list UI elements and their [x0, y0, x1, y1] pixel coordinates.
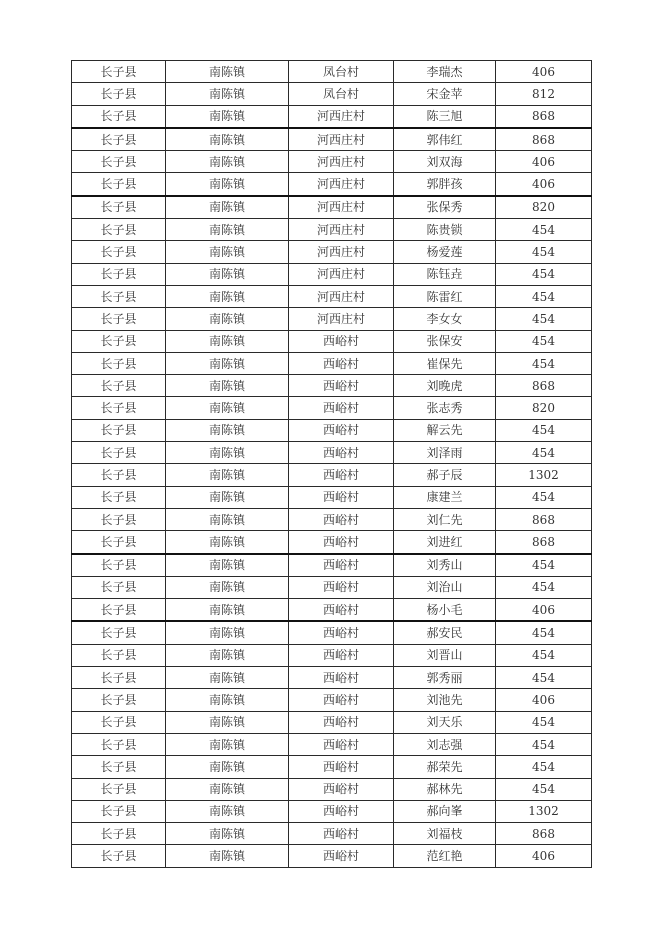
cell-amount: 454: [496, 621, 592, 644]
cell-county: 长子县: [72, 196, 166, 219]
cell-town: 南陈镇: [166, 330, 289, 352]
cell-name: 郝向峯: [394, 800, 496, 822]
table-row: [72, 644, 592, 666]
cell-county: 长子县: [72, 83, 166, 105]
table-row: [72, 599, 592, 622]
cell-village: 西峪村: [289, 667, 394, 689]
cell-amount: 868: [496, 531, 592, 554]
cell-village: 河西庄村: [289, 263, 394, 285]
cell-town: 南陈镇: [166, 308, 289, 330]
table-row: [72, 397, 592, 419]
cell-county: 长子县: [72, 464, 166, 486]
table-row: [72, 285, 592, 307]
cell-amount: 812: [496, 83, 592, 105]
cell-town: 南陈镇: [166, 263, 289, 285]
cell-village: 河西庄村: [289, 219, 394, 241]
cell-name: 郝子辰: [394, 464, 496, 486]
cell-amount: 406: [496, 599, 592, 622]
cell-town: 南陈镇: [166, 711, 289, 733]
cell-village: 西峪村: [289, 531, 394, 554]
cell-town: 南陈镇: [166, 83, 289, 105]
cell-amount: 454: [496, 733, 592, 755]
cell-town: 南陈镇: [166, 599, 289, 622]
cell-village: 西峪村: [289, 599, 394, 622]
cell-name: 刘仁先: [394, 508, 496, 530]
cell-county: 长子县: [72, 800, 166, 822]
cell-town: 南陈镇: [166, 285, 289, 307]
cell-name: 宋金苹: [394, 83, 496, 105]
cell-amount: 454: [496, 486, 592, 508]
cell-village: 河西庄村: [289, 196, 394, 219]
cell-name: 刘双海: [394, 151, 496, 173]
cell-village: 河西庄村: [289, 241, 394, 263]
cell-county: 长子县: [72, 508, 166, 530]
table-row: [72, 352, 592, 374]
cell-amount: 454: [496, 352, 592, 374]
cell-village: 西峪村: [289, 778, 394, 800]
cell-county: 长子县: [72, 308, 166, 330]
cell-amount: 454: [496, 778, 592, 800]
table-row: [72, 778, 592, 800]
cell-name: 刘晋山: [394, 644, 496, 666]
cell-village: 西峪村: [289, 711, 394, 733]
cell-amount: 454: [496, 308, 592, 330]
cell-name: 郝安民: [394, 621, 496, 644]
cell-town: 南陈镇: [166, 845, 289, 867]
cell-amount: 820: [496, 196, 592, 219]
cell-town: 南陈镇: [166, 464, 289, 486]
table-row: [72, 667, 592, 689]
cell-amount: 454: [496, 241, 592, 263]
cell-county: 长子县: [72, 61, 166, 83]
cell-county: 长子县: [72, 352, 166, 374]
cell-name: 郝林先: [394, 778, 496, 800]
cell-town: 南陈镇: [166, 442, 289, 464]
cell-county: 长子县: [72, 486, 166, 508]
cell-village: 河西庄村: [289, 128, 394, 151]
table-row: [72, 442, 592, 464]
cell-county: 长子县: [72, 667, 166, 689]
cell-amount: 454: [496, 263, 592, 285]
table-row: [72, 733, 592, 755]
table-row: [72, 419, 592, 441]
cell-town: 南陈镇: [166, 61, 289, 83]
cell-county: 长子县: [72, 263, 166, 285]
cell-amount: 406: [496, 173, 592, 196]
cell-county: 长子县: [72, 442, 166, 464]
cell-amount: 868: [496, 508, 592, 530]
cell-county: 长子县: [72, 756, 166, 778]
table-row: [72, 531, 592, 554]
cell-county: 长子县: [72, 711, 166, 733]
cell-town: 南陈镇: [166, 173, 289, 196]
cell-name: 刘晚虎: [394, 375, 496, 397]
cell-name: 刘福枝: [394, 823, 496, 845]
cell-town: 南陈镇: [166, 531, 289, 554]
cell-name: 范红艳: [394, 845, 496, 867]
cell-village: 凤台村: [289, 83, 394, 105]
cell-name: 刘进红: [394, 531, 496, 554]
cell-amount: 454: [496, 442, 592, 464]
cell-amount: 454: [496, 330, 592, 352]
cell-name: 陈雷红: [394, 285, 496, 307]
cell-county: 长子县: [72, 105, 166, 128]
cell-village: 河西庄村: [289, 285, 394, 307]
cell-county: 长子县: [72, 330, 166, 352]
cell-amount: 454: [496, 285, 592, 307]
table-row: [72, 219, 592, 241]
table-row: [72, 554, 592, 577]
cell-town: 南陈镇: [166, 667, 289, 689]
cell-town: 南陈镇: [166, 219, 289, 241]
table-row: [72, 105, 592, 128]
cell-name: 刘志强: [394, 733, 496, 755]
cell-name: 杨小毛: [394, 599, 496, 622]
cell-village: 西峪村: [289, 689, 394, 711]
cell-name: 刘池先: [394, 689, 496, 711]
cell-name: 杨爱莲: [394, 241, 496, 263]
cell-village: 河西庄村: [289, 308, 394, 330]
cell-county: 长子县: [72, 644, 166, 666]
cell-county: 长子县: [72, 219, 166, 241]
cell-county: 长子县: [72, 621, 166, 644]
cell-town: 南陈镇: [166, 419, 289, 441]
table-row: [72, 823, 592, 845]
cell-town: 南陈镇: [166, 621, 289, 644]
cell-town: 南陈镇: [166, 196, 289, 219]
cell-town: 南陈镇: [166, 241, 289, 263]
cell-name: 陈三旭: [394, 105, 496, 128]
cell-amount: 454: [496, 554, 592, 577]
cell-name: 刘泽雨: [394, 442, 496, 464]
cell-amount: 454: [496, 219, 592, 241]
cell-village: 西峪村: [289, 352, 394, 374]
cell-name: 张保秀: [394, 196, 496, 219]
cell-amount: 868: [496, 128, 592, 151]
cell-amount: 454: [496, 756, 592, 778]
cell-name: 刘天乐: [394, 711, 496, 733]
cell-village: 西峪村: [289, 419, 394, 441]
table-row: [72, 375, 592, 397]
cell-name: 解云先: [394, 419, 496, 441]
cell-village: 河西庄村: [289, 105, 394, 128]
cell-county: 长子县: [72, 397, 166, 419]
table-row: [72, 464, 592, 486]
table-row: [72, 508, 592, 530]
cell-county: 长子县: [72, 845, 166, 867]
data-table-container: [71, 60, 591, 868]
cell-amount: 1302: [496, 464, 592, 486]
cell-town: 南陈镇: [166, 105, 289, 128]
cell-town: 南陈镇: [166, 375, 289, 397]
table-row: [72, 196, 592, 219]
cell-county: 长子县: [72, 778, 166, 800]
table-row: [72, 308, 592, 330]
cell-village: 西峪村: [289, 375, 394, 397]
cell-county: 长子县: [72, 599, 166, 622]
cell-town: 南陈镇: [166, 397, 289, 419]
cell-county: 长子县: [72, 285, 166, 307]
cell-village: 西峪村: [289, 823, 394, 845]
table-row: [72, 128, 592, 151]
cell-county: 长子县: [72, 823, 166, 845]
table-row: [72, 151, 592, 173]
cell-village: 西峪村: [289, 576, 394, 598]
table-row: [72, 486, 592, 508]
cell-name: 郝荣先: [394, 756, 496, 778]
cell-name: 张志秀: [394, 397, 496, 419]
cell-village: 西峪村: [289, 845, 394, 867]
cell-amount: 820: [496, 397, 592, 419]
table-row: [72, 83, 592, 105]
cell-village: 西峪村: [289, 464, 394, 486]
cell-name: 李瑞杰: [394, 61, 496, 83]
cell-town: 南陈镇: [166, 576, 289, 598]
cell-village: 凤台村: [289, 61, 394, 83]
cell-village: 西峪村: [289, 733, 394, 755]
table-body: [72, 61, 592, 868]
data-table: [71, 60, 592, 868]
cell-village: 西峪村: [289, 508, 394, 530]
cell-town: 南陈镇: [166, 151, 289, 173]
cell-village: 西峪村: [289, 644, 394, 666]
cell-village: 西峪村: [289, 621, 394, 644]
cell-county: 长子县: [72, 576, 166, 598]
cell-amount: 868: [496, 105, 592, 128]
cell-county: 长子县: [72, 241, 166, 263]
cell-county: 长子县: [72, 531, 166, 554]
cell-village: 西峪村: [289, 554, 394, 577]
cell-village: 西峪村: [289, 800, 394, 822]
cell-town: 南陈镇: [166, 554, 289, 577]
table-row: [72, 330, 592, 352]
cell-amount: 868: [496, 823, 592, 845]
cell-amount: 454: [496, 711, 592, 733]
cell-amount: 454: [496, 576, 592, 598]
cell-name: 李女女: [394, 308, 496, 330]
cell-name: 郭胖孩: [394, 173, 496, 196]
cell-name: 刘秀山: [394, 554, 496, 577]
cell-town: 南陈镇: [166, 800, 289, 822]
cell-county: 长子县: [72, 128, 166, 151]
cell-town: 南陈镇: [166, 486, 289, 508]
cell-town: 南陈镇: [166, 756, 289, 778]
table-row: [72, 689, 592, 711]
cell-name: 康建兰: [394, 486, 496, 508]
cell-amount: 454: [496, 419, 592, 441]
table-row: [72, 845, 592, 867]
cell-town: 南陈镇: [166, 778, 289, 800]
table-row: [72, 173, 592, 196]
cell-amount: 454: [496, 644, 592, 666]
cell-county: 长子县: [72, 554, 166, 577]
cell-county: 长子县: [72, 733, 166, 755]
cell-name: 刘治山: [394, 576, 496, 598]
cell-name: 张保安: [394, 330, 496, 352]
table-row: [72, 241, 592, 263]
cell-county: 长子县: [72, 151, 166, 173]
cell-amount: 1302: [496, 800, 592, 822]
cell-town: 南陈镇: [166, 733, 289, 755]
cell-town: 南陈镇: [166, 823, 289, 845]
cell-name: 郭伟红: [394, 128, 496, 151]
cell-amount: 454: [496, 667, 592, 689]
table-row: [72, 711, 592, 733]
table-row: [72, 621, 592, 644]
cell-amount: 406: [496, 61, 592, 83]
cell-village: 西峪村: [289, 397, 394, 419]
table-row: [72, 263, 592, 285]
table-row: [72, 61, 592, 83]
cell-town: 南陈镇: [166, 689, 289, 711]
cell-village: 河西庄村: [289, 151, 394, 173]
cell-town: 南陈镇: [166, 508, 289, 530]
cell-town: 南陈镇: [166, 644, 289, 666]
cell-town: 南陈镇: [166, 352, 289, 374]
cell-village: 西峪村: [289, 442, 394, 464]
cell-county: 长子县: [72, 419, 166, 441]
table-row: [72, 576, 592, 598]
cell-county: 长子县: [72, 375, 166, 397]
cell-village: 西峪村: [289, 330, 394, 352]
cell-name: 郭秀丽: [394, 667, 496, 689]
cell-name: 崔保先: [394, 352, 496, 374]
cell-county: 长子县: [72, 173, 166, 196]
cell-town: 南陈镇: [166, 128, 289, 151]
cell-name: 陈钰垚: [394, 263, 496, 285]
cell-county: 长子县: [72, 689, 166, 711]
cell-village: 西峪村: [289, 486, 394, 508]
cell-amount: 406: [496, 151, 592, 173]
cell-amount: 406: [496, 845, 592, 867]
cell-village: 西峪村: [289, 756, 394, 778]
cell-amount: 868: [496, 375, 592, 397]
cell-name: 陈贵锁: [394, 219, 496, 241]
cell-village: 河西庄村: [289, 173, 394, 196]
table-row: [72, 800, 592, 822]
table-row: [72, 756, 592, 778]
cell-amount: 406: [496, 689, 592, 711]
